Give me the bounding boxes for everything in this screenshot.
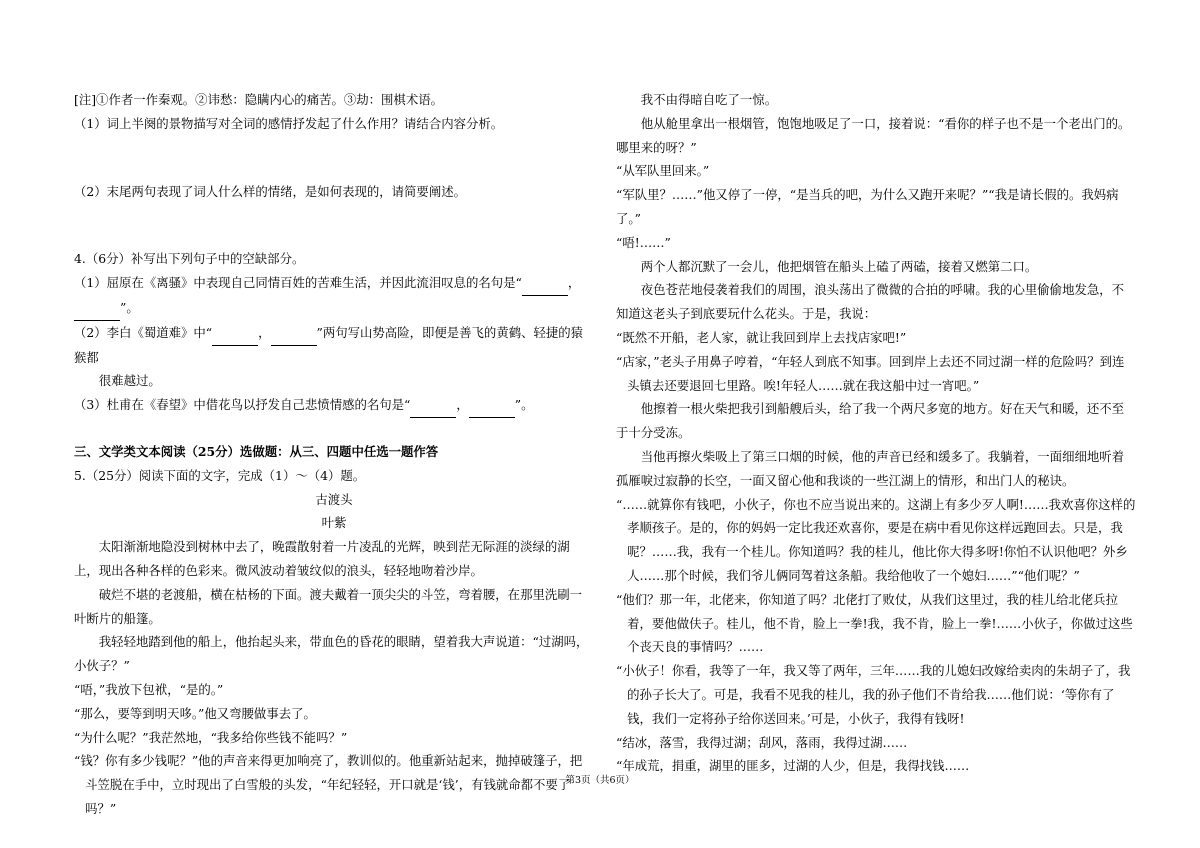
story-paragraph: 当他再擦火柴吸上了第三口烟的时候，他的声音已经和缓多了。我躺着，一面细细地听着孤雁唳过寂静的长空，一面又留心他和我谈的一些江湖上的情形，和出门人的秘诀。 (616, 448, 1125, 488)
story-paragraph: “唔!……” (616, 234, 671, 250)
question-4-heading: 4.（6分）补写出下列句子中的空缺部分。 (74, 251, 305, 267)
story-paragraph: “年成荒，捐重，湖里的匪多，过湖的人少，但是，我得找钱…… (616, 758, 970, 774)
story-paragraph: 两个人都沉默了一会儿，他把烟管在船头上磕了两磕，接着又燃第二口。 (640, 258, 1038, 274)
answer-blank[interactable] (522, 271, 568, 296)
story-paragraph: “军队里？……”他又停了一停，“是当兵的吧，为什么又跑开来呢？”“我是请长假的。我妈病了。” (616, 187, 1119, 226)
section-3-title: 三、文学类文本阅读（25分）选做题：从三、四题中任选一题作答 (74, 443, 439, 459)
question-4-item-2: （2）李白《蜀道难》中“ ， ”两句写山势高险，即便是善飞的黄鹤、轻捷的猿猴都 (74, 321, 594, 370)
right-column (616, 88, 1136, 778)
story-paragraph: 太阳渐渐地隐没到树林中去了，晚霞散射着一片凌乱的光辉，映到茫无际涯的淡绿的湖上，现出各种各样的色彩来。微风波动着皱纹似的浪头，轻轻地吻着沙岸。 (74, 539, 570, 578)
story-paragraph: 破烂不堪的老渡船，横在枯杨的下面。渡夫戴着一顶尖尖的斗笠，弯着腰，在那里洗刷一叶断片的船篷。 (74, 586, 583, 626)
story-paragraph: 他擦着一根火柴把我引到船艘后头，给了我一个两尺多宽的地方。好在天气和暖，还不至于十分受冻。 (616, 401, 1125, 441)
question-4-item-3: （3）杜甫在《春望》中借花鸟以抒发自己悲愤情感的名句是“ ， ”。 (74, 393, 594, 418)
answer-blank[interactable] (469, 393, 515, 418)
story-paragraph: “钱？你有多少钱呢？”他的声音来得更加响亮了，教训似的。他重新站起来，抛掉破篷子，把斗笠脱在手中，立时现出了白雪般的头发，“年纪轻轻，开口就是‘钱’，有钱就命都不要了吗？” (74, 753, 583, 816)
story-paragraph: “从军队里回来。” (616, 163, 710, 179)
question-4-1-prompt: （1）词上半阕的景物描写对全词的感情抒发起了什么作用？请结合内容分析。 (74, 115, 504, 131)
story-paragraph: “小伙子！你看，我等了一年，我又等了两年，三年……我的儿媳妇改嫁给卖肉的朱胡子了，我的孙子长大了。可是，我看不见我的桂儿，我的孙子他们不肯给我……他们说：‘等你有了钱，我们一定将孙子给你送回来。’可是，小伙子，我得有钱呀! (616, 663, 1131, 726)
question-4-item-2-cont: 很难越过。 (98, 373, 161, 389)
story-title: 古渡头 (315, 491, 353, 507)
story-paragraph: 我不由得暗自吃了一惊。 (640, 92, 778, 107)
story-paragraph: “结冰，落雪，我得过湖；刮风，落雨，我得过湖…… (616, 734, 908, 750)
answer-blank[interactable] (271, 321, 317, 346)
story-paragraph: 夜色苍茫地侵袭着我们的周围，浪头荡出了微微的合拍的呼啸。我的心里偷偷地发急，不知道这老头子到底要玩什么花头。于是，我说： (616, 282, 1125, 322)
page-footer: 第3页（共6页） (565, 775, 635, 786)
story-paragraph: “他们？那一年，北佬来，你知道了吗？北佬打了败仗，从我们这里过，我的桂儿给北佬兵拉着，要他做伕子。桂儿，他不肯，脸上一拳!我，我不肯，脸上一拳!……小伙子，你做过这些个丧天良的事情吗？…… (616, 591, 1133, 655)
story-paragraph: 他从舱里拿出一根烟管，饱饱地吸足了一口，接着说：“看你的样子也不是一个老出门的。哪里来的呀？” (616, 115, 1131, 155)
story-paragraph: “既然不开船，老人家，就让我回到岸上去找店家吧!” (616, 329, 907, 345)
question-4-2-prompt: （2）末尾两句表现了词人什么样的情绪，是如何表现的，请简要阐述。 (74, 183, 466, 199)
answer-blank[interactable] (212, 321, 258, 346)
left-column (74, 88, 594, 821)
answer-blank[interactable] (74, 296, 120, 321)
story-paragraph: “那么，要等到明天哆。”他又弯腰做事去了。 (74, 705, 316, 721)
question-5-heading: 5.（25分）阅读下面的文字，完成（1）～（4）题。 (74, 467, 366, 483)
story-paragraph: 我轻轻地踏到他的船上，他抬起头来，带血色的昏花的眼睛，望着我大声说道：“过湖吗，小伙子？” (74, 634, 589, 674)
story-author: 叶紫 (321, 515, 347, 531)
story-paragraph: “……就算你有钱吧，小伙子，你也不应当说出来的。这湖上有多少歹人啊!……我欢喜你这样的孝顺孩子。是的，你的妈妈一定比我还欢喜你，要是在病中看见你这样远跑回去。只是，我呢？……我，我有一个桂儿。你知道吗？我的桂儿，他比你大得多呀!你怕不认识他吧？外乡人……那个时候，我们爷儿俩同驾着这条船。我给他收了一个媳妇……”“他们呢？” (616, 496, 1136, 583)
story-paragraph: “店家，”老头子用鼻子哼着，“年轻人到底不知事。回到岸上去还不同过湖一样的危险吗？到连头镇去还要退回七里路。唉!年轻人……就在我这船中过一宵吧。” (616, 353, 1125, 393)
poem-note: [注]①作者一作秦观。②讳愁：隐瞒内心的痛苦。③劫：围棋术语。 (74, 92, 443, 107)
answer-blank[interactable] (410, 393, 456, 418)
story-paragraph: “唔，”我放下包袱，“是的。” (74, 681, 224, 697)
story-paragraph: “为什么呢？”我茫然地，“我多给你些钱不能吗？” (74, 729, 348, 745)
question-4-item-1: （1）屈原在《离骚》中表现自己同情百姓的苦难生活，并因此流泪叹息的名句是“ ， ”。 (74, 271, 594, 321)
